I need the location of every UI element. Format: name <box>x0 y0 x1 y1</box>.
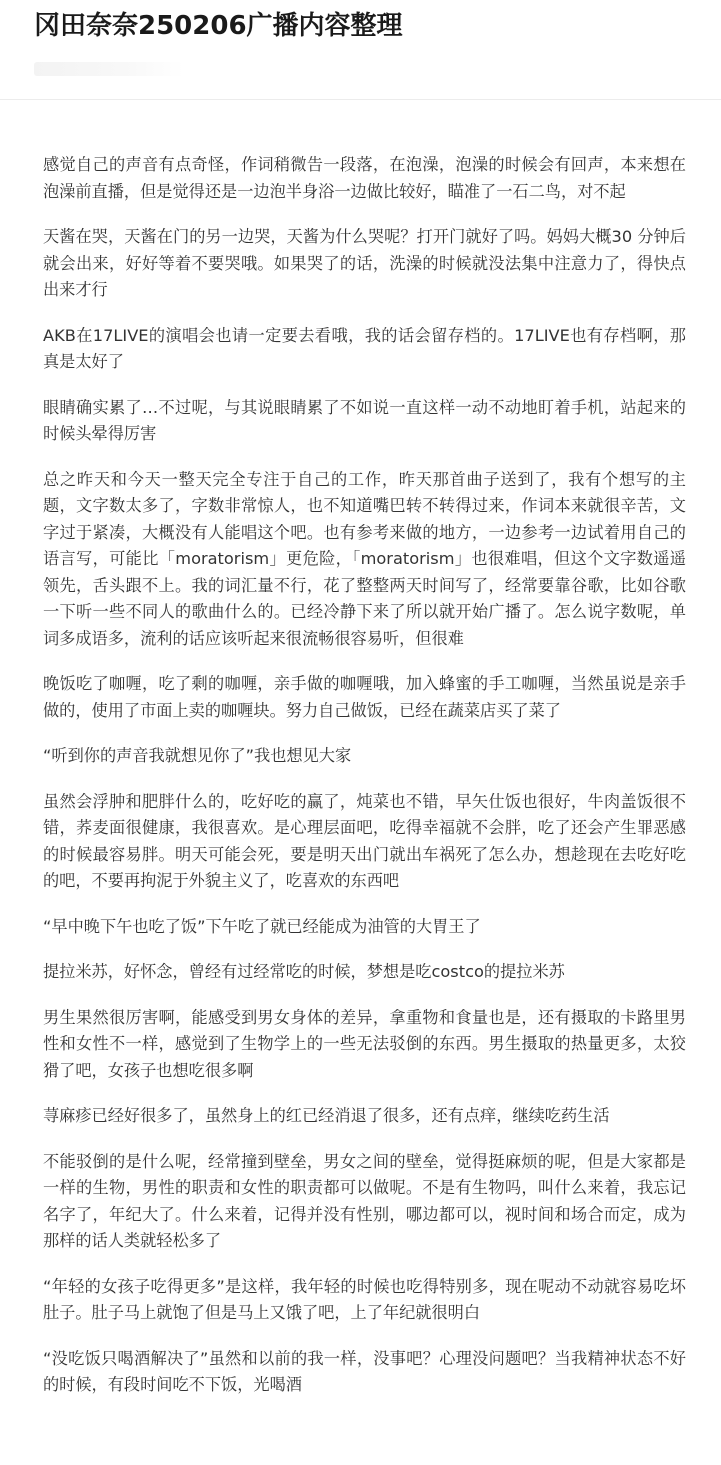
article-paragraph: 提拉米苏，好怀念，曾经有过经常吃的时候，梦想是吃costco的提拉米苏 <box>43 962 565 981</box>
article-paragraph: 晚饭吃了咖喱，吃了剩的咖喱，亲手做的咖喱哦，加入蜂蜜的手工咖喱，当然虽说是亲手做的，使用了市面上卖的咖喱块。努力自己做饭，已经在蔬菜店买了菜了 <box>43 674 686 720</box>
article-paragraph: “没吃饭只喝酒解决了”虽然和以前的我一样，没事吧？心理没问题吧？当我精神状态不好的时候，有段时间吃不下饭，光喝酒 <box>43 1348 686 1394</box>
article-paragraph: 不能驳倒的是什么呢，经常撞到壁垒，男女之间的壁垒，觉得挺麻烦的呢，但是大家都是一样的生物，男性的职责和女性的职责都可以做呢。不是有生物吗，叫什么来着，我忘记名字了，年纪大了。什么来着，记得并没有性别，哪边都可以，视时间和场合而定，成为那样的话人类就轻松多了 <box>43 1151 686 1250</box>
article-paragraph: 虽然会浮肿和肥胖什么的，吃好吃的赢了，炖菜也不错，早矢仕饭也很好，牛肉盖饭很不错，荞麦面很健康，我很喜欢。是心理层面吧，吃得幸福就不会胖，吃了还会产生罪恶感的时候最容易胖。明天可能会死，要是明天出门就出车祸死了怎么办，想趁现在去吃好吃的吧，不要再拘泥于外貌主义了，吃喜欢的东西吧 <box>43 791 686 890</box>
article-paragraph: 眼睛确实累了…不过呢，与其说眼睛累了不如说一直这样一动不动地盯着手机，站起来的时候头晕得厉害 <box>43 397 686 443</box>
article-paragraph: AKB在17LIVE的演唱会也请一定要去看哦，我的话会留存档的。17LIVE也有存档啊，那真是太好了 <box>43 325 686 371</box>
article-paragraph: “早中晚下午也吃了饭”下午吃了就已经能成为油管的大胃王了 <box>43 916 481 936</box>
article-paragraph: 天酱在哭，天酱在门的另一边哭，天酱为什么哭呢？打开门就好了吗。妈妈大概30 分钟后就会出来，好好等着不要哭哦。如果哭了的话，洗澡的时候就没法集中注意力了，得快点出来才行 <box>43 227 686 299</box>
article-title: 冈田奈奈250206广播内容整理 <box>34 11 403 41</box>
article-paragraph: 荨麻疹已经好很多了，虽然身上的红已经消退了很多，还有点痒，继续吃药生活 <box>43 1106 610 1125</box>
article-paragraph: 感觉自己的声音有点奇怪，作词稍微告一段落，在泡澡，泡澡的时候会有回声，本来想在泡澡前直播，但是觉得还是一边泡半身浴一边做比较好，瞄准了一石二鸟，对不起 <box>43 155 686 201</box>
article-body <box>0 100 721 1399</box>
article-paragraph: “年轻的女孩子吃得更多”是这样，我年轻的时候也吃得特别多，现在呢动不动就容易吃坏肚子。肚子马上就饱了但是马上又饿了吧，上了年纪就很明白 <box>43 1276 686 1322</box>
article-header <box>0 0 721 100</box>
article-meta-placeholder <box>34 62 184 76</box>
article-paragraph: “听到你的声音我就想见你了”我也想见大家 <box>43 746 352 765</box>
article-paragraph: 总之昨天和今天一整天完全专注于自己的工作，昨天那首曲子送到了，我有个想写的主题，文字数太多了，字数非常惊人，也不知道嘴巴转不转得过来，作词本来就很辛苦，文字过于紧凑，大概没有人能唱这个吧。也有参考来做的地方，一边参考一边试着用自己的语言写，可能比「moratorism」更危险，「moratorism」也很难唱，但这个文字数遥遥领先，舌头跟不上。我的词汇量不行，花了整整两天时间写了，经常要靠谷歌，比如谷歌一下听一些不同人的歌曲什么的。已经冷静下来了所以就开始广播了。怎么说字数呢，单词多成语多，流利的话应该听起来很流畅很容易听，但很难 <box>43 469 686 648</box>
article-paragraph: 男生果然很厉害啊，能感受到男女身体的差异，拿重物和食量也是，还有摄取的卡路里男性和女性不一样，感觉到了生物学上的一些无法驳倒的东西。男生摄取的热量更多，太狡猾了吧，女孩子也想吃很多啊 <box>43 1007 686 1080</box>
